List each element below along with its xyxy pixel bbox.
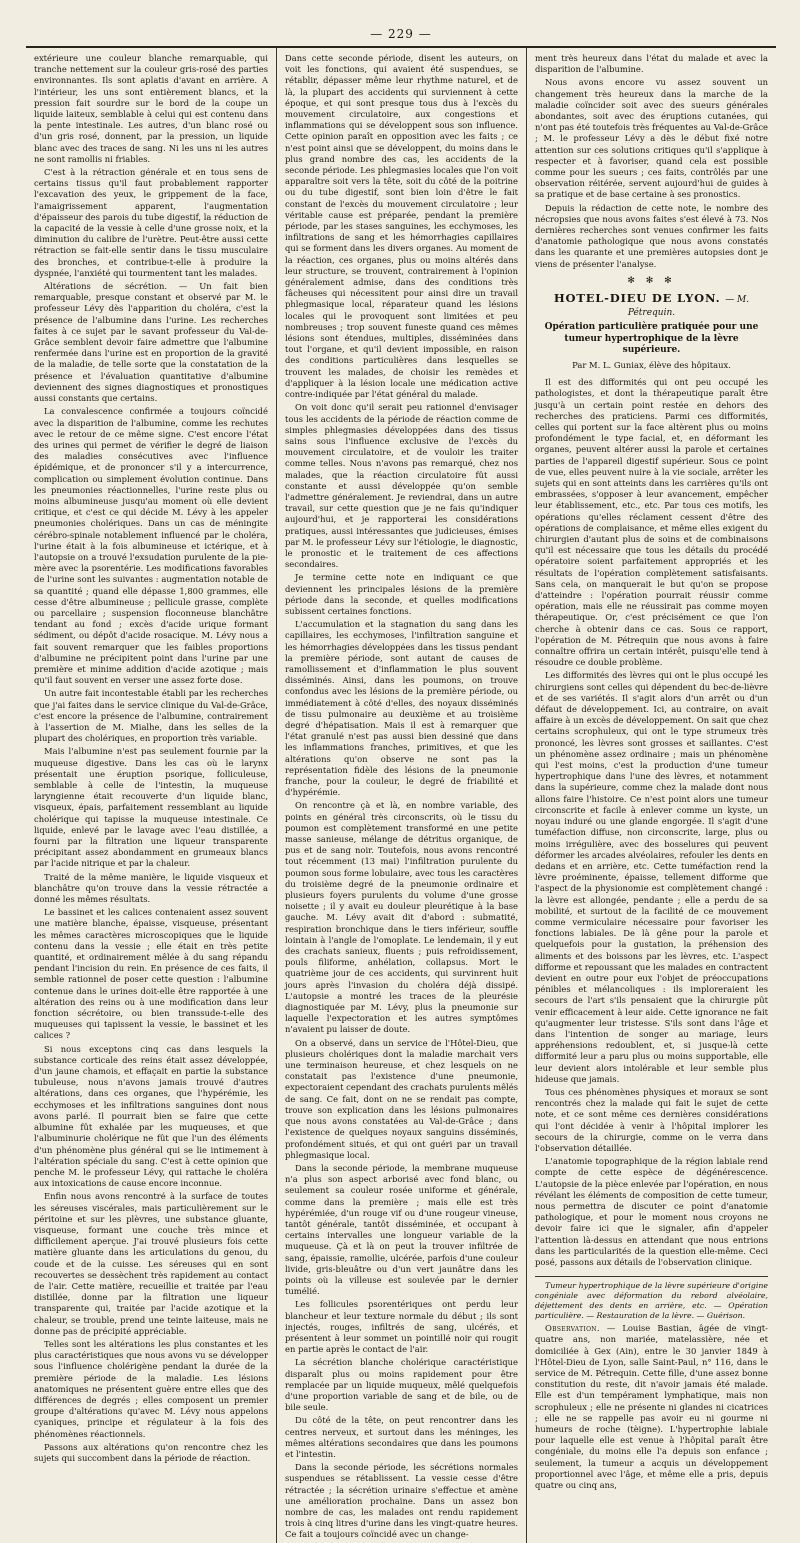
- column-3: [526, 48, 776, 1543]
- paragraph: Je termine cette note en indiquant ce que deviennent les principales lésions de la première période dans la seconde, et quelles modifications subissent certaines fonctions.: [285, 572, 518, 616]
- paragraph: On a observé, dans un service de l'Hôtel-Dieu, que plusieurs cholériques dont la maladie marchait vers une terminaison heureuse, et chez lesquels on ne constatait pas l'existence d'une pneumonie, expectoraient cependant des crachats purulents mêlés de sang. Ce fait, dont on ne se rendait pas compte, trouve son explication dans les lésions pulmonaires que nous avons constatées au Val-de-Grâce ; dans l'existence de quelques noyaux sanguins disséminés, profondément situés, et qui ont guéri par un travail phlegmasique local.: [285, 1037, 518, 1160]
- paragraph: Les follicules psorentériques ont perdu leur blancheur et leur texture normale du début ; ils sont injectés, rouges, infiltrés de sang, ulcérés, et présentent à leur sommet un pointillé noir qui rougit en partie après le contact de l'air.: [285, 1299, 518, 1355]
- paragraph: Dans la seconde période, la membrane muqueuse n'a plus son aspect arborisé avec fond blanc, ou seulement sa couleur rosée uniforme et générale, comme dans la première ; mais elle est très hypérémiée, d'un rouge vif ou d'une rougeur vineuse, tantôt générale, tantôt disséminée, et occupant à certains intervalles une longueur variable de la muqueuse. Çà et là on peut la trouver infiltrée de sang, épaissie, ramollie, ulcérée, parfois d'une couleur livide, gris-bleuâtre ou d'un vert jaunâtre dans les points où la villeuse est soulevée par le dernier tumélié.: [285, 1162, 518, 1297]
- paragraph: Telles sont les altérations les plus constantes et les plus caractéristiques que nous avons vu se développer sous l'influence cholérigène pendant la durée de la première période de la maladie. Les lésions anatomiques ne présentent guère entre elles que des différences de degrés ; elles composent un premier groupe d'altérations qu'avec M. Lévy nous appelons cyaniques, principe et régulateur à la fois des phénomènes réactionnels.: [34, 1338, 268, 1439]
- paragraph: Tous ces phénomènes physiques et moraux se sont rencontrés chez la malade qui fait le sujet de cette note, et ce sont même ces dernières considérations qui l'ont décidée à venir à l'hôpital implorer les secours de la chirurgie, comme on le verra dans l'observation détaillée.: [535, 1086, 768, 1153]
- paragraph: Il est des difformités qui ont peu occupé les pathologistes, et dont la thérapeutique paraît être jusqu'à un certain point restée en dehors des recherches des praticiens. Parmi ces difformités, celles qui portent sur la face altèrent plus ou moins profondément le type facial, et, en déformant les organes, peuvent altérer aussi la parole et certaines parties de l'appareil digestif supérieur. Sous ce point de vue, elles peuvent nuire à la vie sociale, arrêter les sujets qui en sont atteints dans les carrières qu'ils ont embrassées, s'opposer à leur avancement, empêcher leur établissement, etc., etc. Par tous ces motifs, les opérations qu'elles réclament cessent d'être des opérations de complaisance, et même elles exigent du chirurgien d'autant plus de soins et de combinaisons qu'il est nécessaire que tous les détails du procédé opératoire soient parfaitement appropriés et les résultats de l'opération complètement satisfaisants. Sans cela, on manquerait le but qu'on se propose d'atteindre : l'opération pourrait réussir comme opération, mais elle ne réussirait pas comme moyen thérapeutique. Or, c'est précisément ce que l'on cherche à obtenir dans ce cas. Sous ce rapport, l'opération de M. Pétrequin que nous avons à faire connaître offrira un certain intérêt, puisqu'elle tend à résoudre ce double problème.: [535, 377, 768, 668]
- paragraph: L'accumulation et la stagnation du sang dans les capillaires, les ecchymoses, l'infiltration sanguine et les hémorrhagies développées dans les tissus pendant la première période, sont autant de causes de ramollissement et d'inflammation le plus souvent disséminés. Ainsi, dans les poumons, on trouve confondus avec les lésions de la première période, ou immédiatement à côté d'elles, des noyaux disséminés de tissu pulmonaire au deuxième et au troisième degré d'hépatisation. Mais il est à remarquer que l'état granulé n'est pas aussi bien dessiné que dans les inflammations franches, primitives, et que les altérations qu'on observe ne sont pas la représentation fidèle des lésions de la pneumonie franche, pour la couleur, le degré de friabilité et d'hypérémie.: [285, 619, 518, 798]
- paragraph: Si nous exceptons cinq cas dans lesquels la substance corticale des reins était assez développée, d'un jaune chamois, et effaçait en partie la substance tubuleuse, nous n'avons jamais trouvé d'autres altérations, dans ces organes, que l'hypérémie, les ecchymoses et les infiltrations sanguines dont nous avons parlé. Il pourrait bien se faire que cette albumine fût exhalée par les muqueuses, et que l'albuminurie cholérique ne fût que l'un des éléments d'un phénomène plus général qui se lie intimement à l'altération spéciale du sang. C'est à cette opinion que penche M. le professeur Lévy, qui rattache le choléra aux intoxications de cause encore inconnue.: [34, 1043, 268, 1189]
- paragraph: Un autre fait incontestable établi par les recherches que j'ai faites dans le service clinique du Val-de-Grâce, c'est encore la présence de l'albumine, contrairement à l'assertion de M. Mialhe, dans les selles de la plupart des cholériques, en proportion très variable.: [34, 688, 268, 744]
- article-title: Opération particulière pratiquée pour une tumeur hypertrophique de la lèvre supérieure.: [544, 322, 759, 356]
- page-number: — 229 —: [370, 27, 432, 41]
- observation-heading-note: Tumeur hypertrophique de la lèvre supérieure d'origine congéniale avec déformation du rebord alvéolaire, déjettement des dents en arrière, etc. — Opération particulière. — Restauration de la lèvre. — Guérison.: [535, 1281, 768, 1321]
- paragraph: La convalescence confirmée a toujours coïncidé avec la disparition de l'albumine, comme les rechutes avec le retour de ce même signe. C'est encore l'état des urines qui permet de vérifier le degré de liaison des maladies consécutives avec l'influence épidémique, et de prononcer s'il y a intercurrence, complication ou simplement évolution continue. Dans les pneumonies réactionnelles, l'urine reste plus ou moins albumineuse jusqu'au moment où elle devient critique, et c'est ce qui décide M. Lévy à les appeler pneumonies cholériques. Dans un cas de méningite cérébro-spinale notablement influencé par le choléra, l'urine était à la fois albumineuse et ictérique, et à l'autopsie on a trouvé l'exsudation purulente de la pie-mère avec la psorentérie. Les modifications favorables de l'urine sont les suivantes : augmentation notable de sa quantité ; quand elle dépasse 1,800 grammes, elle cesse d'être albumineuse ; pellicule grasse, complète ou parcellaire ; suspension floconneuse blanchâtre tendant au fond ; excès d'acide urique formant sédiment, ou dépôt d'acide rosacique. M. Lévy nous a fait souvent remarquer que les faibles proportions d'albumine ne précipitent point dans l'urine par une première et minime addition d'acide azotique ; mais qu'il faut souvent en verser une assez forte dose.: [34, 406, 268, 686]
- column-1: [26, 48, 276, 1543]
- paragraph: Les difformités des lèvres qui ont le plus occupé les chirurgiens sont celles qui dépendent du bec-de-lièvre et de ses variétés. Il s'agit alors d'un arrêt ou d'un défaut de développement. Ici, au contraire, on avait affaire à un excès de développement. On sait que chez certains scrophuleux, qui ont le type strumeux très prononcé, les lèvres sont grosses et saillantes. C'est un phénomène assez ordinaire ; mais un phénomène qui l'est moins, c'est la production d'une tumeur hypertrophique dans l'une des lèvres, et notamment dans la supérieure, comme chez la malade dont nous allons faire l'histoire. Ce n'est point alors une tumeur circonscrite et facile à enlever comme un kyste, un noyau induré ou une glande engorgée. Il s'agit d'une tuméfaction diffuse, non circonscrite, large, plus ou moins irrégulière, avec des bosselures qui peuvent déformer les arcades alvéolaires, refouler les dents en dedans et en arrière, etc. Cette tuméfaction rend la lèvre proéminente, épaisse, tellement difforme que l'aspect de la physionomie est complètement changé : la lèvre est allongée, pendante ; elle a perdu de sa mobilité, et surtout de la facilité de ce mouvement comme vermiculaire nécessaire pour favoriser les fonctions labiales. De là gêne pour la parole et quelquefois pour la gustation, la préhension des aliments et des boissons par les lèvres, etc. L'aspect difforme et repoussant que les malades en contractent devient en outre pour eux l'objet de préoccupations pénibles et mélancoliques : ils imploreraient les secours de l'art s'ils pensaient que la chirurgie pût venir efficacement à leur aide. Cette ignorance ne fait qu'augmenter leur tristesse. S'ils sont dans l'âge et dans l'intention de songer au mariage, leurs appréhensions redoublent, et, si jusque-là cette difformité leur a paru plus ou moins supportable, elle leur devient alors intolérable et leur semble plus hideuse que jamais.: [535, 670, 768, 1084]
- paragraph: Enfin nous avons rencontré à la surface de toutes les séreuses viscérales, mais particulièrement sur le péritoine et sur les plèvres, une substance gluante, visqueuse, formant une couche très mince et difficilement aperçue. J'ai trouvé plusieurs fois cette matière gluante dans les articulations du genou, du coude et de la cuisse. Les séreuses qui en sont recouvertes se dessèchent très rapidement au contact de l'air. Cette matière, recueillie et traitée par l'eau distillée, donne par la filtration une liqueur transparente qui, traitée par l'acide azotique et la chaleur, se trouble, prend une teinte laiteuse, mais ne donne pas de précipité appréciable.: [34, 1191, 268, 1336]
- paragraph: C'est à la rétraction générale et en tous sens de certains tissus qu'il faut probablement rapporter l'excavation des yeux, le grippement de la face, l'amaigrissement apparent, l'augmentation d'épaisseur des parois du tube digestif, la réduction de la capacité de la vessie à celle d'une grosse noix, et la diminution du calibre de l'urètre. Peut-être aussi cette rétraction se fait-elle sentir dans le tissu musculaire des bronches, et contribue-t-elle à produire la dyspnée, l'anxiété qui tourmentent tant les malades.: [34, 167, 268, 278]
- section-separator-stars: ✻ ✻ ✻: [627, 275, 676, 286]
- observation-text: — Louise Bastian, âgée de vingt-quatre ans, non mariée, matelassière, née et domiciliée à Gex (Ain), entre le 30 janvier 1849 à l'Hôtel-Dieu de Lyon, salle Saint-Paul, n° 116, dans le service de M. Pétrequin. Cette fille, d'une assez bonne constitution du reste, dit n'avoir jamais été malade. Elle est d'un tempérament lymphatique, mais non scrophuleux ; elle ne présente ni glandes ni cicatrices ; elle ne se rappelle pas avoir eu ni gourme ni humeurs de roche (tèigne). L'hypertrophie labiale pour laquelle elle est venue à l'hôpital paraît être congéniale, du moins elle l'a depuis son enfance ; seulement, la tumeur a acquis un développement proportionnel avec l'âge, et même elle a pris, depuis quatre ou cinq ans,: [535, 1323, 768, 1491]
- paragraph: Dans la seconde période, les sécrétions normales suspendues se rétablissent. La vessie cesse d'être rétractée ; la sécrétion urinaire s'effectue et amène une amélioration prochaine. Dans un assez bon nombre de cas, les malades ont rendu rapidement trois à cinq litres d'urine dans les vingt-quatre heures. Ce fait a toujours coïncidé avec un change-: [285, 1462, 518, 1540]
- paragraph: extérieure une couleur blanche remarquable, qui tranche nettement sur la couleur gris-rosé des parties environnantes. Ils sont aplatis d'avant en arrière. A l'intérieur, les uns sont entièrement blancs, et la pression fait sourdre sur le bord de la coupe un liquide laiteux, semblable à celui qui est contenu dans la pente intestinale. Les autres, d'un blanc rosé ou d'un gris rosé, donnent, par la pression, un liquide blanc avec des traces de sang. Ni les uns ni les autres ne sont ramollis ni friables.: [34, 53, 268, 164]
- paragraph: ment très heureux dans l'état du malade et avec la disparition de l'albumine.: [535, 53, 768, 75]
- column-3-body: [535, 377, 768, 1268]
- paragraph: Mais l'albumine n'est pas seulement fournie par la muqueuse digestive. Dans les cas où le larynx présentait une éruption psorique, folliculeuse, semblable à celle de l'intestin, la muqueuse laryngienne était recouverte d'un liquide blanc, visqueux, épais, parfaitement ressemblant au liquide cholérique qui tapisse la muqueuse intestinale. Ce liquide, enlevé par le lavage avec l'eau distillée, a fourni par la filtration une liqueur transparente précipitant assez abondamment en grumeaux blancs par l'acide nitrique et par la chaleur.: [34, 746, 268, 869]
- paragraph: La sécrétion blanche cholérique caractéristique disparaît plus ou moins rapidement pour être remplacée par un liquide muqueux, mêlé quelquefois d'une proportion variable de sang et de bile, ou de bile seule.: [285, 1357, 518, 1413]
- hospital-heading: [535, 293, 768, 319]
- paragraph: L'anatomie topographique de la région labiale rend compte de cette espèce de dégénérescence. L'autopsie de la pièce enlevée par l'opération, en nous révélant les éléments de composition de cette tumeur, nous permettra de discuter ce point d'anatomie pathologique, et pour le moment nous croyons ne devoir faire ici que le signaler, afin d'appeler l'attention là-dessus en attendant que nous entrions dans les particularités de la question elle-même. Ceci posé, passons aux détails de l'observation clinique.: [535, 1156, 768, 1268]
- column-3-intro: [535, 53, 768, 270]
- observation-paragraph: [535, 1323, 768, 1491]
- hospital-name: HOTEL-DIEU DE LYON.: [553, 291, 721, 306]
- paragraph: Du côté de la tête, on peut rencontrer dans les centres nerveux, et surtout dans les méninges, les mêmes altérations secondaires que dans les poumons et l'intestin.: [285, 1415, 518, 1459]
- columns-container: [26, 48, 776, 1540]
- observation-label: Observation.: [545, 1323, 600, 1334]
- paragraph: Altérations de sécrétion. — Un fait bien remarquable, presque constant et observé par M. le professeur Lévy dès l'apparition du choléra, c'est la présence de l'albumine dans l'urine. Les recherches faites à ce sujet par le savant professeur du Val-de-Grâce semblent devoir faire admettre que l'albumine renfermée dans l'urine est en proportion de la gravité de la maladie, de telle sorte que la constatation de la présence et l'évaluation quantitative d'albumine deviennent des signes diagnostiques et pronostiques aussi constants que certains.: [34, 281, 268, 404]
- column-2: [276, 48, 526, 1543]
- paragraph: Le bassinet et les calices contenaient assez souvent une matière blanche, épaisse, visqueuse, présentant les mêmes caractères microscopiques que le liquide contenu dans la vessie ; elle était en très petite quantité, et ordinairement mêlée à du sang répandu pendant l'incision du rein. En présence de ces faits, il semble rationnel de poser cette question : l'albumine contenue dans le urines doit-elle être rapportée à une altération des reins ou à une modification dans leur fonction sécrétoire, ou bien transsude-t-elle des muqueuses qui tapissent la vessie, le bassinet et les calices ?: [34, 907, 268, 1041]
- footnote-rule: [535, 1276, 768, 1277]
- paragraph: Nous avons encore vu assez souvent un changement très heureux dans la marche de la maladie coïncider soit avec des sueurs générales abondantes, soit avec des éruptions cutanées, qui n'ont pas été toutefois très fréquentes au Val-de-Grâce ; M. le professeur Lévy a dès le début fixé notre attention sur ces solutions critiques qu'il s'applique à respecter et à favoriser, quand cela est possible comme pour les sueurs ; ces faits, contrôlés par une observation réitérée, servent aujourd'hui de guides à sa pratique et de base certaine à ses pronostics.: [535, 77, 768, 200]
- paragraph: Dans cette seconde période, disent les auteurs, on voit les fonctions, qui avaient été suspendues, se rétablir, dépasser même leur rhythme naturel, et de là, la plupart des accidents qui surviennent à cette époque, et qui sont presque tous dus à l'excès du mouvement circulatoire, aux congestions et inflammations qui se développent sous son influence. Cette opinion paraît en opposition avec les faits ; ce n'est point ainsi que se développent, du moins dans le plus grand nombre des cas, les accidents de la seconde période. Les phlegmasies locales que l'on voit apparaître soit vers la tête, soit du côté de la poitrine ou du tube digestif, sont bien loin d'être le fait constant de l'excès du mouvement circulatoire ; leur véritable cause est préparée, pendant la première période, par les stases sanguines, les ecchymoses, les infiltrations de sang et les hémorrhagies capillaires qui se forment dans les divers organes. Au moment de la réaction, ces organes, plus ou moins altérés dans leur structure, se trouvent, contrairement à l'opinion généralement admise, dans des conditions très fâcheuses qui nécessitent pour ainsi dire un travail phlegmasique local, réparateur quand les lésions locales qui le provoquent sont limitées et peu nombreuses ; trop souvent funeste quand ces mêmes lésions sont étendues, multiples, disséminées dans tout l'organe, et qu'il devient impossible, en raison des conditions particulières dans lesquelles se trouvent les malades, de choisir les remèdes et d'appliquer à la lésion locale une médication active contre-indiquée par l'état général du malade.: [285, 53, 518, 400]
- hospital-service: — M. Pétrequin.: [627, 295, 750, 319]
- article-byline: Par M. L. Guniax, élève des hôpitaux.: [572, 359, 731, 370]
- paragraph: Passons aux altérations qu'on rencontre chez les sujets qui succombent dans la période de réaction.: [34, 1441, 268, 1463]
- paragraph: Traité de la même manière, le liquide visqueux et blanchâtre qu'on trouve dans la vessie rétractée a donné les mêmes résultats.: [34, 871, 268, 905]
- paragraph: On rencontre çà et là, en nombre variable, des points en général très circonscrits, où le tissu du poumon est complètement transformé en une petite masse sanieuse, mélange de détritus organique, de pus et de sang noir. Toutefois, nous avons rencontré tout récemment (13 mai) l'infiltration purulente du poumon sous forme lobulaire, avec tous les caractères du troisième degré de la pneumonie ordinaire et plusieurs foyers purulents du volume d'une grosse noisette ; il y avait eu douleur pleurétique à la base gauche. M. Lévy avait dit d'abord : submatité, respiration bronchique dans le tiers inférieur, souffle lointain à l'angle de l'omoplate. Le lendemain, il y eut des crachats sanieux, fluents ; puis refroidissement, pouls filiforme, anhélation, collapsus. Mort le quatrième jour de ces accidents, qui survinrent huit jours après l'invasion du choléra déjà dissipé. L'autopsie a montré les traces de la pleurésie diagnostiquée par M. Lévy, plus la pneumonie sur laquelle l'expectoration et les autres symptômes n'avaient pu laisser de doute.: [285, 800, 518, 1035]
- paragraph: Depuis la rédaction de cette note, le nombre des nécropsies que nous avons faites s'est élevé à 73. Nos dernières recherches sont venues confirmer les faits d'anatomie pathologique que nous avons constatés dans les quarante et une premières autopsies dont je viens de présenter l'analyse.: [535, 202, 768, 269]
- paragraph: On voit donc qu'il serait peu rationnel d'envisager tous les accidents de la période de réaction comme de simples phlegmasies développées dans des tissus sains sous l'influence exclusive de l'excès du mouvement circulatoire, et de vouloir les traiter comme telles. Nous n'avons pas remarqué, chez nos malades, que la réaction circulatoire fût aussi constante et aussi développée qu'on semble l'admettre généralement. Je reviendrai, dans un autre travail, sur cette question que je ne fais qu'indiquer aujourd'hui, et je rapporterai les considérations pratiques, aussi intéressantes que judicieuses, émises par M. le professeur Lévy sur l'étiologie, le diagnostic, le pronostic et le traitement de ces affections secondaires.: [285, 402, 518, 570]
